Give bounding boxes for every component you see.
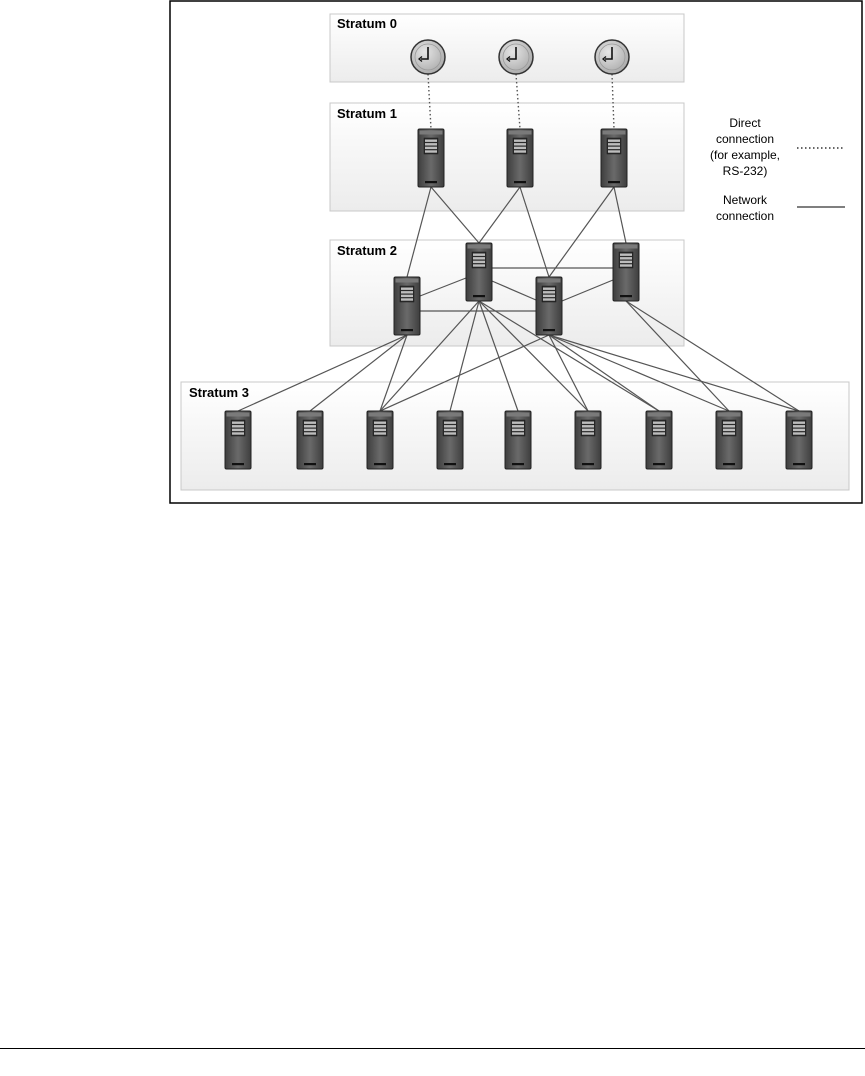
server-led-bar: [620, 295, 632, 297]
legend-direct-line-1: Direct: [729, 116, 761, 130]
server-drive-bay: [652, 420, 666, 436]
server-led-bar: [473, 295, 485, 297]
server-icon: [575, 411, 601, 469]
server-drive-bay: [443, 420, 457, 436]
server-led-bar: [444, 463, 456, 465]
server-top-cap: [468, 245, 491, 249]
server-top-cap: [538, 279, 561, 283]
clock-icon: [499, 40, 533, 74]
server-body: [536, 277, 562, 335]
server-led-bar: [232, 463, 244, 465]
server-icon: [394, 277, 420, 335]
server-top-cap: [648, 413, 671, 417]
server-led-bar: [723, 463, 735, 465]
server-top-cap: [718, 413, 741, 417]
server-drive-bay: [792, 420, 806, 436]
server-body: [367, 411, 393, 469]
clock-icon: [595, 40, 629, 74]
server-led-bar: [582, 463, 594, 465]
server-drive-bay: [581, 420, 595, 436]
server-led-bar: [608, 181, 620, 183]
server-drive-bay: [607, 138, 621, 154]
server-icon: [716, 411, 742, 469]
server-led-bar: [793, 463, 805, 465]
server-top-cap: [615, 245, 638, 249]
server-drive-bay: [511, 420, 525, 436]
server-icon: [507, 129, 533, 187]
server-led-bar: [514, 181, 526, 183]
server-body: [394, 277, 420, 335]
clock-icon: [411, 40, 445, 74]
server-led-bar: [425, 181, 437, 183]
server-top-cap: [396, 279, 419, 283]
legend-network-line-2: connection: [715, 209, 775, 223]
server-icon: [297, 411, 323, 469]
server-icon: [613, 243, 639, 301]
server-body: [225, 411, 251, 469]
server-icon: [536, 277, 562, 335]
server-drive-bay: [472, 252, 486, 268]
server-drive-bay: [303, 420, 317, 436]
server-body: [507, 129, 533, 187]
server-drive-bay: [619, 252, 633, 268]
server-drive-bay: [231, 420, 245, 436]
server-drive-bay: [424, 138, 438, 154]
server-top-cap: [509, 131, 532, 135]
legend-direct-line-4: RS-232): [722, 164, 768, 178]
server-top-cap: [788, 413, 811, 417]
server-top-cap: [299, 413, 322, 417]
server-body: [437, 411, 463, 469]
server-drive-bay: [513, 138, 527, 154]
server-led-bar: [653, 463, 665, 465]
server-body: [716, 411, 742, 469]
server-icon: [601, 129, 627, 187]
server-body: [418, 129, 444, 187]
stratum-2-label: Stratum 2: [337, 243, 397, 258]
server-body: [466, 243, 492, 301]
server-led-bar: [401, 329, 413, 331]
server-icon: [367, 411, 393, 469]
server-top-cap: [227, 413, 250, 417]
server-body: [786, 411, 812, 469]
server-icon: [437, 411, 463, 469]
server-body: [505, 411, 531, 469]
server-body: [646, 411, 672, 469]
server-led-bar: [512, 463, 524, 465]
server-drive-bay: [373, 420, 387, 436]
stratum-0-label: Stratum 0: [337, 16, 397, 31]
server-top-cap: [507, 413, 530, 417]
server-top-cap: [603, 131, 626, 135]
server-drive-bay: [400, 286, 414, 302]
server-led-bar: [304, 463, 316, 465]
stratum-1-label: Stratum 1: [337, 106, 397, 121]
page-footer-rule: [0, 1048, 865, 1049]
server-top-cap: [439, 413, 462, 417]
server-icon: [225, 411, 251, 469]
server-drive-bay: [542, 286, 556, 302]
server-icon: [505, 411, 531, 469]
server-top-cap: [577, 413, 600, 417]
server-icon: [786, 411, 812, 469]
server-body: [297, 411, 323, 469]
server-body: [613, 243, 639, 301]
legend-network-line-1: Network: [722, 193, 768, 207]
server-body: [601, 129, 627, 187]
server-top-cap: [369, 413, 392, 417]
server-led-bar: [543, 329, 555, 331]
server-body: [575, 411, 601, 469]
server-icon: [466, 243, 492, 301]
stratum-3-label: Stratum 3: [189, 385, 249, 400]
server-drive-bay: [722, 420, 736, 436]
server-top-cap: [420, 131, 443, 135]
legend-direct-line-3: (for example,: [709, 148, 781, 162]
server-icon: [646, 411, 672, 469]
legend-direct-line-2: connection: [715, 132, 775, 146]
server-icon: [418, 129, 444, 187]
server-led-bar: [374, 463, 386, 465]
